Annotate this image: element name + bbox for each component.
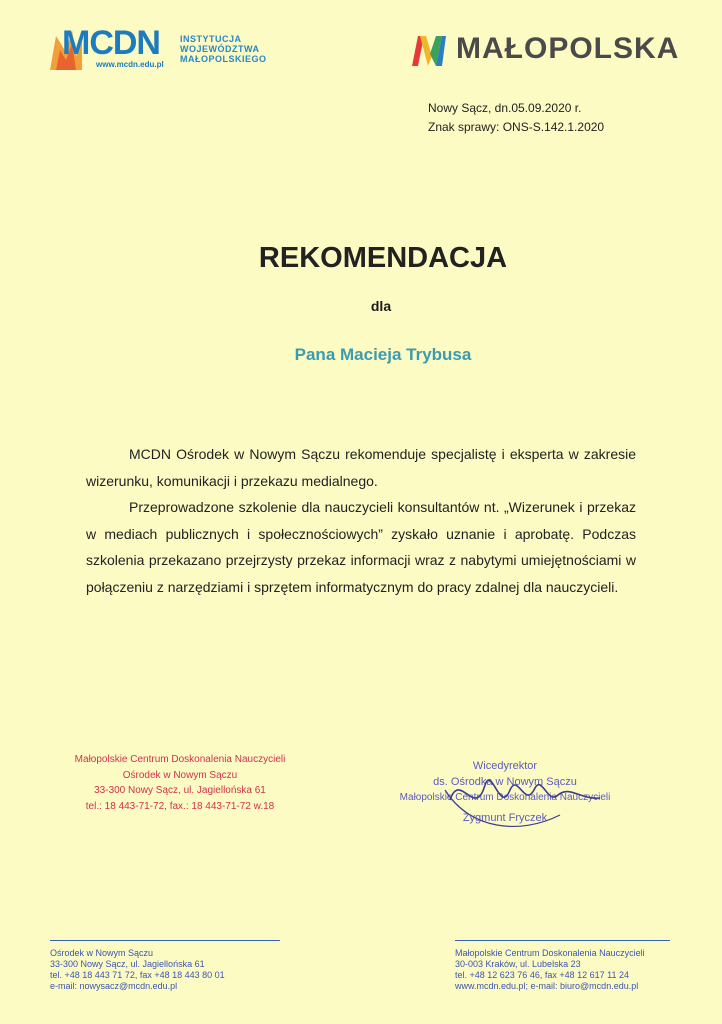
place-date: Nowy Sącz, dn.05.09.2020 r. [428,101,582,115]
document-title: REKOMENDACJA [258,242,508,274]
footer-line: tel. +48 18 443 71 72, fax +48 18 443 80 01 [50,970,225,980]
stamp-line: Ośrodek w Nowym Sączu [122,769,238,781]
body-paragraph: MCDN Ośrodek w Nowym Sączu rekomenduje specjalistę i eksperta w zakresie wizerunku, komunikacji i przekazu medialnego. [86,446,636,489]
footer-left [50,948,225,992]
institution-line: WOJEWÓDZTWA [180,44,260,54]
footer-rule-right [455,940,670,941]
signature-line: Wicedyrektor [472,760,538,772]
footer-line: 33-300 Nowy Sącz, ul. Jagiellońska 61 [50,959,205,969]
recipient-name: Pana Macieja Trybusa [294,345,472,364]
handwritten-signature [430,760,610,840]
signature-line: ds. Ośrodka w Nowym Sączu [433,776,577,788]
signature-line: Zygmunt Fryczek [462,812,548,824]
footer-line: Ośrodek w Nowym Sączu [50,948,154,958]
footer-line: 30-003 Kraków, ul. Lubelska 23 [455,959,581,969]
institution-line: INSTYTUCJA [180,34,242,44]
footer-line: e-mail: nowysacz@mcdn.edu.pl [50,981,178,991]
case-reference: Znak sprawy: ONS-S.142.1.2020 [428,120,605,134]
malopolska-m-icon [410,34,446,68]
malopolska-wordmark: MAŁOPOLSKA [456,32,680,65]
footer-right [455,948,645,992]
footer-rule-left [50,940,280,941]
stamp-line: tel.: 18 443-71-72, fax.: 18 443-71-72 w.18 [85,800,275,812]
letter-body [86,441,636,600]
stamp-line: Małopolskie Centrum Doskonalenia Nauczycieli [74,754,286,765]
mcdn-wordmark: MCDN [62,24,160,62]
footer-line: www.mcdn.edu.pl; e-mail: biuro@mcdn.edu.pl [455,981,639,991]
for-label: dla [370,298,392,314]
signature-line: Małopolskie Centrum Doskonalenia Nauczycieli [399,792,611,803]
stamp-line: 33-300 Nowy Sącz, ul. Jagiellońska 61 [94,785,266,796]
footer-line: Małopolskie Centrum Doskonalenia Nauczycieli [455,948,645,958]
body-paragraph: Przeprowadzone szkolenie dla nauczycieli konsultantów nt. „Wizerunek i przekaz w mediach publicznych i społecznościowych” zyskało uznanie i aprobatę. Podczas szkolenia przekazano przejrzysty przekaz informacji wraz z nabytymi umiejętnościami w połączeniu z narzędziami i sprzętem informatycznym do pracy zdalnej dla nauczycieli. [86,499,636,595]
mcdn-url: www.mcdn.edu.pl [96,60,164,69]
institution-line: MAŁOPOLSKIEGO [180,54,267,64]
institution-label [180,34,267,64]
institution-stamp [60,752,300,814]
footer-line: tel. +48 12 623 76 46, fax +48 12 617 11 24 [455,970,629,980]
